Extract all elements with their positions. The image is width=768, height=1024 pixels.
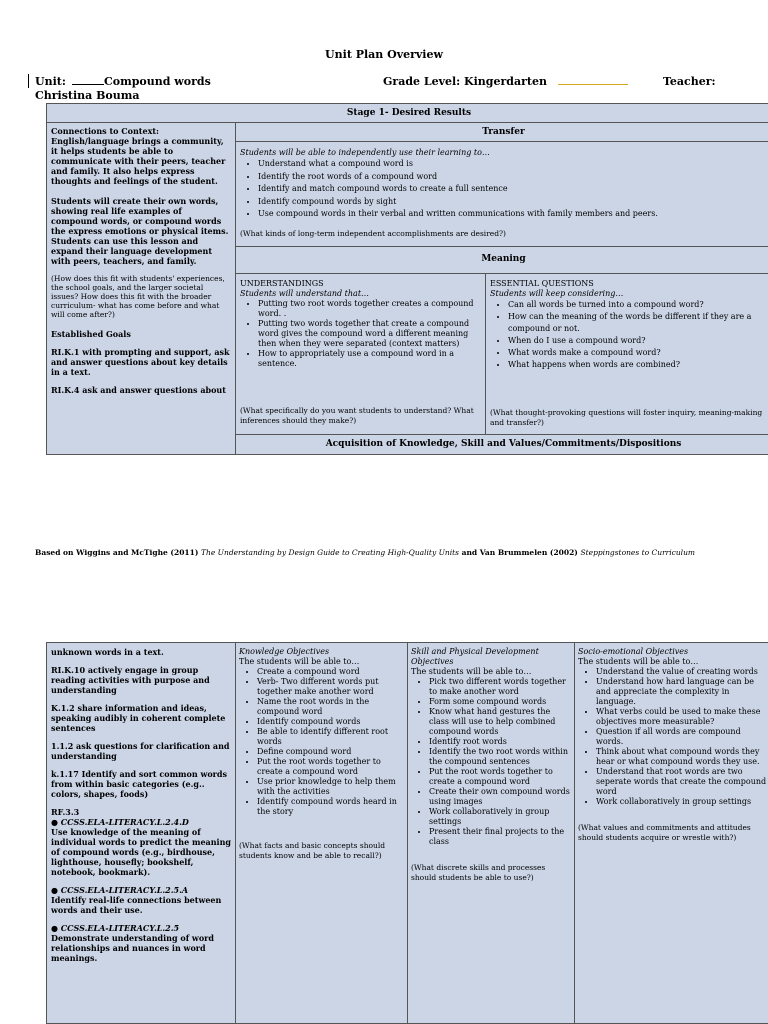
knowledge-list — [239, 667, 404, 817]
transfer-intro: Students will be able to independently use their learning to… — [240, 148, 490, 157]
skill-objective-item: • Pick two different words together to make another word — [429, 677, 571, 697]
skill-objectives-column — [407, 642, 575, 1024]
essential-questions-intro: Students will keep considering… — [490, 289, 624, 298]
unit-value: Compound words — [104, 75, 211, 88]
meaning-title: Meaning — [235, 246, 768, 274]
unit-label: Unit: — [35, 75, 66, 88]
citation-book-2: Steppingstones to Curriculum — [580, 548, 696, 557]
understandings-section — [235, 273, 486, 435]
stage1-title: Stage 1- Desired Results — [46, 103, 768, 123]
unit-underline — [72, 84, 104, 85]
skill-intro: The students will be able to… — [411, 667, 532, 676]
skill-objective-item: • Present their final projects to the class — [429, 827, 571, 847]
knowledge-objective-item: • Name the root words in the compound word — [257, 697, 404, 717]
essential-question-item: • When do I use a compound word? — [508, 335, 767, 347]
citation-mid: and Van Brummelen (2002) — [458, 548, 581, 557]
goal-rf33: RF.3.3 — [51, 807, 80, 817]
essential-question-item: • What happens when words are combined? — [508, 359, 767, 371]
ccss-standard-1: ● CCSS.ELA-LITERACY.L.2.4.D — [51, 817, 189, 827]
skill-objective-item: • Put the root words together to create a compound word — [429, 767, 571, 787]
understandings-list — [240, 299, 481, 369]
transfer-section — [235, 141, 768, 247]
knowledge-objective-item: • Use prior knowledge to help them with the activities — [257, 777, 404, 797]
margin-bar — [28, 74, 29, 88]
ccss-2-code: CCSS.ELA-LITERACY.L.2.5.A — [60, 885, 189, 895]
acquisition-title: Acquisition of Knowledge, Skill and Values/Commitments/Dispositions — [235, 434, 768, 455]
knowledge-intro: The students will be able to… — [239, 657, 360, 666]
ccss-3-code: CCSS.ELA-LITERACY.L.2.5 — [60, 923, 180, 933]
goal-k117: k.1.17 Identify and sort common words from within basic categories (e.g.. colors, shapes, foods) — [51, 769, 227, 799]
socio-list — [578, 667, 768, 807]
context-paragraph-1: English/language brings a community, it helps students be able to communicate with their peers, teacher and family. It also helps express thoughts and feelings of the student. — [51, 136, 226, 186]
citation-prefix: Based on Wiggins and McTighe (2011) — [35, 548, 202, 557]
context-paragraph-2: Students will create their own words, showing real life examples of compound words, or compound words the express emotions or physical items. Students can use this lesson and expand their language development with peers, teachers, and family. — [51, 196, 229, 266]
knowledge-question: (What facts and basic concepts should students know and be able to recall?) — [239, 841, 386, 860]
context-column — [46, 122, 236, 455]
essential-questions-list — [490, 299, 767, 371]
essential-questions-question: (What thought-provoking questions will foster inquiry, meaning-making and transfer?) — [490, 408, 763, 427]
transfer-title: Transfer — [235, 122, 768, 142]
goals-continued-column — [46, 642, 236, 1024]
understandings-intro: Students will understand that… — [240, 289, 370, 298]
context-heading: Connections to Context: — [51, 126, 160, 136]
ccss-2-text: Identify real-life connections between words and their use. — [51, 895, 222, 915]
teacher-label: Teacher: — [663, 75, 716, 88]
transfer-item: • Understand what a compound word is — [258, 158, 767, 171]
socio-objective-item: • Work collaboratively in group settings — [596, 797, 768, 807]
understandings-question: (What specifically do you want students to understand? What inferences should they make?) — [240, 406, 474, 425]
citation-book-1: The Understanding by Design Guide to Creating High-Quality Units — [201, 548, 459, 557]
goal-112: 1.1.2 ask questions for clarification and understanding — [51, 741, 230, 761]
essential-questions-section — [485, 273, 768, 435]
skill-list — [411, 677, 571, 847]
essential-question-item: • What words make a compound word? — [508, 347, 767, 359]
ccss-1-text: Use knowledge of the meaning of individual words to predict the meaning of compound words (e.g., birdhouse, lighthouse, housefly; bookshelf, notebook, bookmark). — [51, 827, 232, 877]
understanding-item: • Putting two words together that create a compound word gives the compound word a different meaning then when they were separated (context matters) — [258, 319, 481, 349]
skill-objective-item: • Know what hand gestures the class will use to help combined compound words — [429, 707, 571, 737]
socio-objective-item: • What verbs could be used to make these objectives more measurable? — [596, 707, 768, 727]
socio-objective-item: • Understand that root words are two seperate words that create the compound word — [596, 767, 768, 797]
skill-heading: Skill and Physical Development Objectives — [411, 647, 539, 666]
socio-objective-item: • Understand the value of creating words — [596, 667, 768, 677]
socio-intro: The students will be able to… — [578, 657, 699, 666]
socio-emotional-objectives-column — [574, 642, 768, 1024]
skill-objective-item: • Identify root words — [429, 737, 571, 747]
transfer-item: • Use compound words in their verbal and written communications with family members and peers. — [258, 208, 767, 221]
goal-k12: K.1.2 share information and ideas, speaking audibly in coherent complete sentences — [51, 703, 226, 733]
transfer-question: (What kinds of long-term independent accomplishments are desired?) — [240, 228, 506, 238]
understandings-heading: UNDERSTANDINGS — [240, 279, 324, 288]
context-question: (How does this fit with students' experiences, the school goals, and the larger societal issues? How does this fit with the broader curriculum- what has come before and what will come after?) — [51, 274, 225, 319]
essential-questions-heading: ESSENTIAL QUESTIONS — [490, 279, 594, 288]
skill-objective-item: • Form some compound words — [429, 697, 571, 707]
goals-continued: unknown words in a text. — [51, 647, 164, 657]
ccss-standard-2: ● CCSS.ELA-LITERACY.L.2.5.A — [51, 885, 189, 895]
teacher-name: Christina Bouma — [35, 89, 140, 102]
knowledge-objectives-column — [235, 642, 408, 1024]
established-goals-heading: Established Goals — [51, 329, 131, 339]
citation — [35, 548, 695, 557]
knowledge-objective-item: • Define compound word — [257, 747, 404, 757]
transfer-item: • Identify the root words of a compound word — [258, 171, 767, 184]
socio-question: (What values and commitments and attitudes should students acquire or wrestle with?) — [578, 823, 751, 842]
knowledge-objective-item: • Put the root words together to create a compound word — [257, 757, 404, 777]
essential-question-item: • Can all words be turned into a compound word? — [508, 299, 767, 311]
transfer-list — [240, 158, 767, 221]
skill-question: (What discrete skills and processes should students be able to use?) — [411, 863, 546, 882]
socio-objective-item: • Question if all words are compound words. — [596, 727, 768, 747]
socio-heading: Socio-emotional Objectives — [578, 647, 689, 656]
goal-rik4: RI.K.4 ask and answer questions about — [51, 385, 226, 395]
socio-objective-item: • Understand how hard language can be and appreciate the complexity in language. — [596, 677, 768, 707]
grade-level: Grade Level: Kingerdarten — [383, 75, 547, 88]
grade-underline — [558, 84, 628, 85]
page-title: Unit Plan Overview — [325, 48, 443, 61]
knowledge-heading: Knowledge Objectives — [239, 647, 330, 656]
skill-objective-item: • Create their own compound words using images — [429, 787, 571, 807]
understanding-item: • How to appropriately use a compound word in a sentence. — [258, 349, 481, 369]
knowledge-objective-item: • Be able to identify different root words — [257, 727, 404, 747]
skill-objective-item: • Identify the two root words within the compound sentences — [429, 747, 571, 767]
essential-question-item: • How can the meaning of the words be different if they are a compound or not. — [508, 311, 767, 335]
knowledge-objective-item: • Identify compound words heard in the story — [257, 797, 404, 817]
ccss-1-code: CCSS.ELA-LITERACY.L.2.4.D — [60, 817, 189, 827]
knowledge-objective-item: • Create a compound word — [257, 667, 404, 677]
skill-objective-item: • Work collaboratively in group settings — [429, 807, 571, 827]
transfer-item: • Identify and match compound words to create a full sentence — [258, 183, 767, 196]
ccss-3-text: Demonstrate understanding of word relationships and nuances in word meanings. — [51, 933, 214, 963]
socio-objective-item: • Think about what compound words they hear or what compound words they use. — [596, 747, 768, 767]
knowledge-objective-item: • Verb- Two different words put together make another word — [257, 677, 404, 697]
ccss-standard-3: ● CCSS.ELA-LITERACY.L.2.5 — [51, 923, 180, 933]
understanding-item: • Putting two root words together creates a compound word. . — [258, 299, 481, 319]
goal-rik1: RI.K.1 with prompting and support, ask and answer questions about key details in a text. — [51, 347, 230, 377]
goal-rik10: RI.K.10 actively engage in group reading activities with purpose and understanding — [51, 665, 210, 695]
knowledge-objective-item: • Identify compound words — [257, 717, 404, 727]
transfer-item: • Identify compound words by sight — [258, 196, 767, 209]
